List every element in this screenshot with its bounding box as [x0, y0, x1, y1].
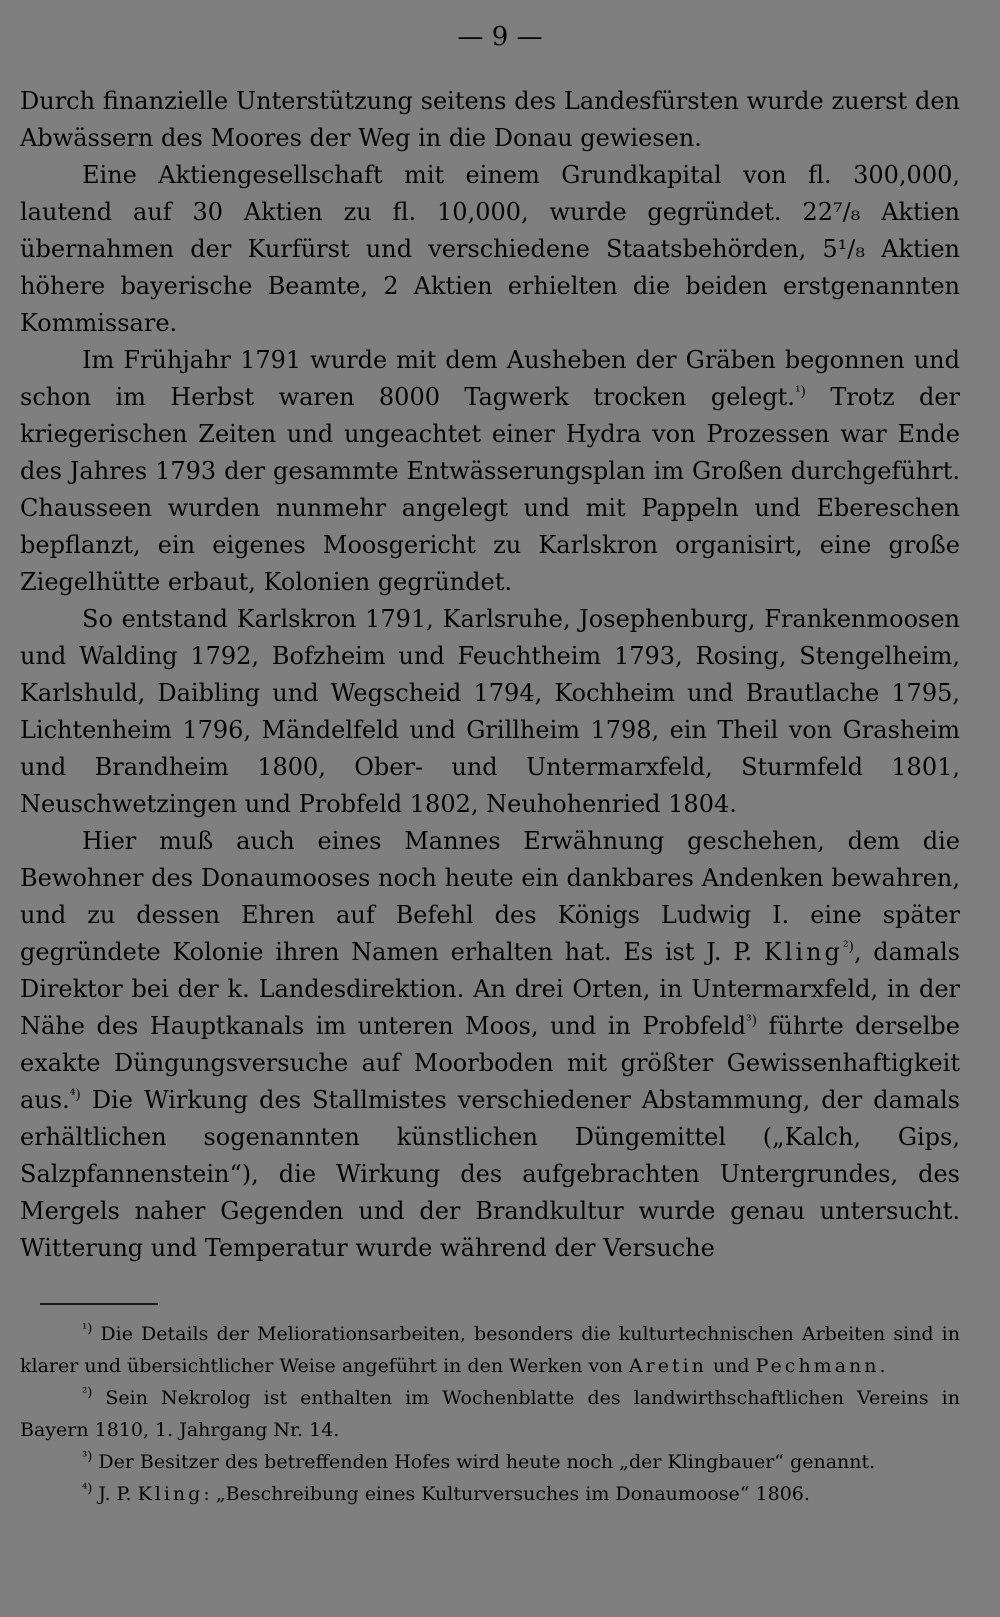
author-name-kling: Kling — [137, 1483, 204, 1505]
paragraph-5-text-mid2: führte derselbe exakte Düngungsversuche auf Moorboden mit größter Gewissenhaftigkeit aus. — [20, 1012, 960, 1114]
footnote-4-text-before: J. P. — [92, 1483, 138, 1505]
footnote-4-marker: ⁴) — [82, 1481, 93, 1497]
footnote-1 — [20, 1318, 960, 1382]
footnotes — [20, 1318, 960, 1510]
paragraph-5-text-after: Die Wirkung des Stallmistes verschiedener Abstammung, der damals erhältlichen sogenannten künstlichen Düngemittel („Kalch, Gips, Salzpfannenstein“), die Wirkung des aufgebrachten Untergrundes, des Mergels naher Gegenden und der Brandkultur wurde genau untersucht. Witterung und Temperatur wurde während der Versuche — [20, 1086, 960, 1262]
footnote-ref-1: ¹) — [794, 384, 807, 400]
paragraph-3 — [20, 342, 960, 601]
person-name-kling: Kling — [763, 938, 843, 966]
footnote-3 — [20, 1446, 960, 1478]
author-name-pechmann: Pechmann — [755, 1355, 880, 1377]
paragraph-5 — [20, 823, 960, 1267]
paragraph-3-text-before: Im Frühjahr 1791 wurde mit dem Ausheben der Gräben begonnen und schon im Herbst waren 8000 Tagwerk trocken gelegt. — [20, 346, 960, 411]
footnote-2-text: Sein Nekrolog ist enthalten im Wochenblatte des landwirthschaftlichen Vereins in Bayern 1810, 1. Jahrgang Nr. 14. — [20, 1387, 960, 1441]
main-text — [20, 83, 960, 1267]
footnote-ref-3: ³) — [745, 1013, 758, 1029]
paragraph-5-text-mid: , damals Direktor bei der k. Landesdirektion. An drei Orten, in Untermarxfeld, in der Nähe des Hauptkanals im unteren Moos, und in Probfeld — [20, 938, 960, 1040]
footnote-separator — [40, 1303, 158, 1305]
footnote-1-text-before: Die Details der Meliorationsarbeiten, besonders die kulturtechnischen Arbeiten sind in klarer und übersichtlicher Weise angeführt in den Werken von — [20, 1323, 960, 1377]
paragraph-2: Eine Aktiengesellschaft mit einem Grundkapital von fl. 300,000, lautend auf 30 Aktien zu fl. 10,000, wurde gegründet. 22⁷/₈ Aktien übernahmen der Kurfürst und verschiedene Staatsbehörden, 5¹/₈ Aktien höhere bayerische Beamte, 2 Aktien erhielten die beiden erstgenannten Kommissare. — [20, 161, 960, 337]
footnote-3-text: Der Besitzer des betreffenden Hofes wird heute noch „der Klingbauer“ genannt. — [92, 1451, 876, 1473]
author-name-aretin: Aretin — [628, 1355, 707, 1377]
paragraph-4: So entstand Karlskron 1791, Karlsruhe, Josephenburg, Frankenmoosen und Walding 1792, Bofzheim und Feuchtheim 1793, Rosing, Stengelheim, Karlshuld, Daibling und Wegscheid 1794, Kochheim und Brautlache 1795, Lichtenheim 1796, Mändelfeld und Grillheim 1798, ein Theil von Grasheim und Brandheim 1800, Ober- und Untermarxfeld, Sturmfeld 1801, Neuschwetzingen und Probfeld 1802, Neuhohenried 1804. — [20, 605, 960, 818]
footnote-4 — [20, 1478, 960, 1510]
footnote-1-text-after: . — [879, 1355, 886, 1377]
footnote-1-marker: ¹) — [82, 1321, 93, 1337]
footnote-ref-2: ²) — [842, 939, 854, 955]
footnote-1-text-mid: und — [706, 1355, 756, 1377]
paragraph-3-text-after: Trotz der kriegerischen Zeiten und ungeachtet einer Hydra von Prozessen war Ende des Jahres 1793 der gesammte Entwässerungsplan im Großen durchgeführt. Chausseen wurden nunmehr angelegt und mit Pappeln und Ebereschen bepflanzt, ein eigenes Moosgericht zu Karlskron organisirt, eine große Ziegelhütte erbaut, Kolonien gegründet. — [20, 383, 960, 596]
footnote-ref-4: ⁴) — [69, 1087, 81, 1103]
footnote-2 — [20, 1382, 960, 1446]
footnote-4-text-after: : „Beschreibung eines Kulturversuches im Donaumoose“ 1806. — [203, 1483, 810, 1505]
paragraph-1: Durch finanzielle Unterstützung seitens des Landesfürsten wurde zuerst den Abwässern des Moores der Weg in die Donau gewiesen. — [20, 87, 960, 152]
footnote-3-marker: ³) — [82, 1449, 93, 1465]
page-number: — 9 — — [457, 22, 543, 52]
footnote-2-marker: ²) — [82, 1385, 93, 1401]
paragraph-5-text-before: Hier muß auch eines Mannes Erwähnung geschehen, dem die Bewohner des Donaumooses noch heute ein dankbares Andenken bewahren, und zu dessen Ehren auf Befehl des Königs Ludwig I. eine später gegründete Kolonie ihren Namen erhalten hat. Es ist J. P. — [20, 827, 960, 966]
